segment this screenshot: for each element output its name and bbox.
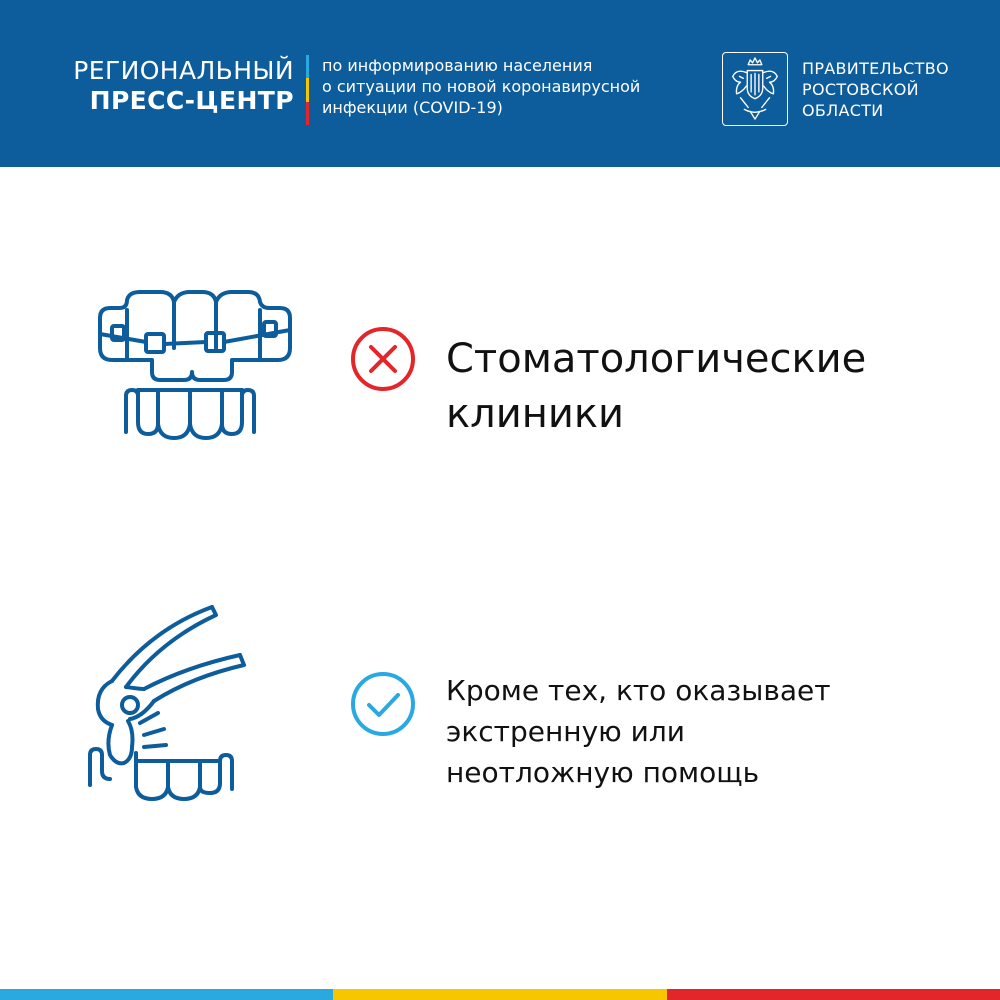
- row-2-line-3: неотложную помощь: [446, 756, 760, 789]
- subtitle-line-3: инфекции (COVID-19): [322, 98, 503, 117]
- header-subtitle: [322, 55, 692, 118]
- footer-segment-blue: [0, 989, 333, 1000]
- row-1-line-2: клиники: [446, 391, 625, 437]
- subtitle-line-2: о ситуации по новой коронавирусной: [322, 77, 641, 96]
- dental-braces-icon: [82, 288, 302, 453]
- cross-circle-icon: [348, 324, 418, 394]
- dental-pliers-icon: [82, 605, 252, 805]
- footer-tricolor-stripe: [0, 989, 1000, 1000]
- footer-segment-yellow: [333, 989, 666, 1000]
- row-1-line-1: Стоматологические: [446, 336, 867, 382]
- brand-line-1: РЕГИОНАЛЬНЫЙ: [73, 56, 294, 85]
- government-title: [802, 58, 992, 121]
- divider-segment-blue: [306, 55, 309, 78]
- footer-segment-red: [667, 989, 1000, 1000]
- coat-of-arms-icon: [722, 52, 788, 126]
- row-2-line-1: Кроме тех, кто оказывает: [446, 674, 831, 707]
- brand-line-2: ПРЕСС-ЦЕНТР: [89, 85, 294, 115]
- header-banner: [0, 0, 1000, 167]
- gov-line-1: ПРАВИТЕЛЬСТВО: [802, 59, 949, 78]
- gov-line-3: ОБЛАСТИ: [802, 101, 884, 120]
- check-circle-icon: [348, 669, 418, 739]
- gov-line-2: РОСТОВСКОЙ: [802, 80, 919, 99]
- subtitle-line-1: по информированию населения: [322, 56, 593, 75]
- row-1-text: [446, 332, 966, 442]
- press-center-title: [34, 56, 294, 115]
- divider-segment-yellow: [306, 78, 309, 101]
- tricolor-divider: [306, 55, 309, 125]
- divider-segment-red: [306, 102, 309, 125]
- row-2-text: [446, 670, 966, 793]
- row-2-line-2: экстренную или: [446, 715, 685, 748]
